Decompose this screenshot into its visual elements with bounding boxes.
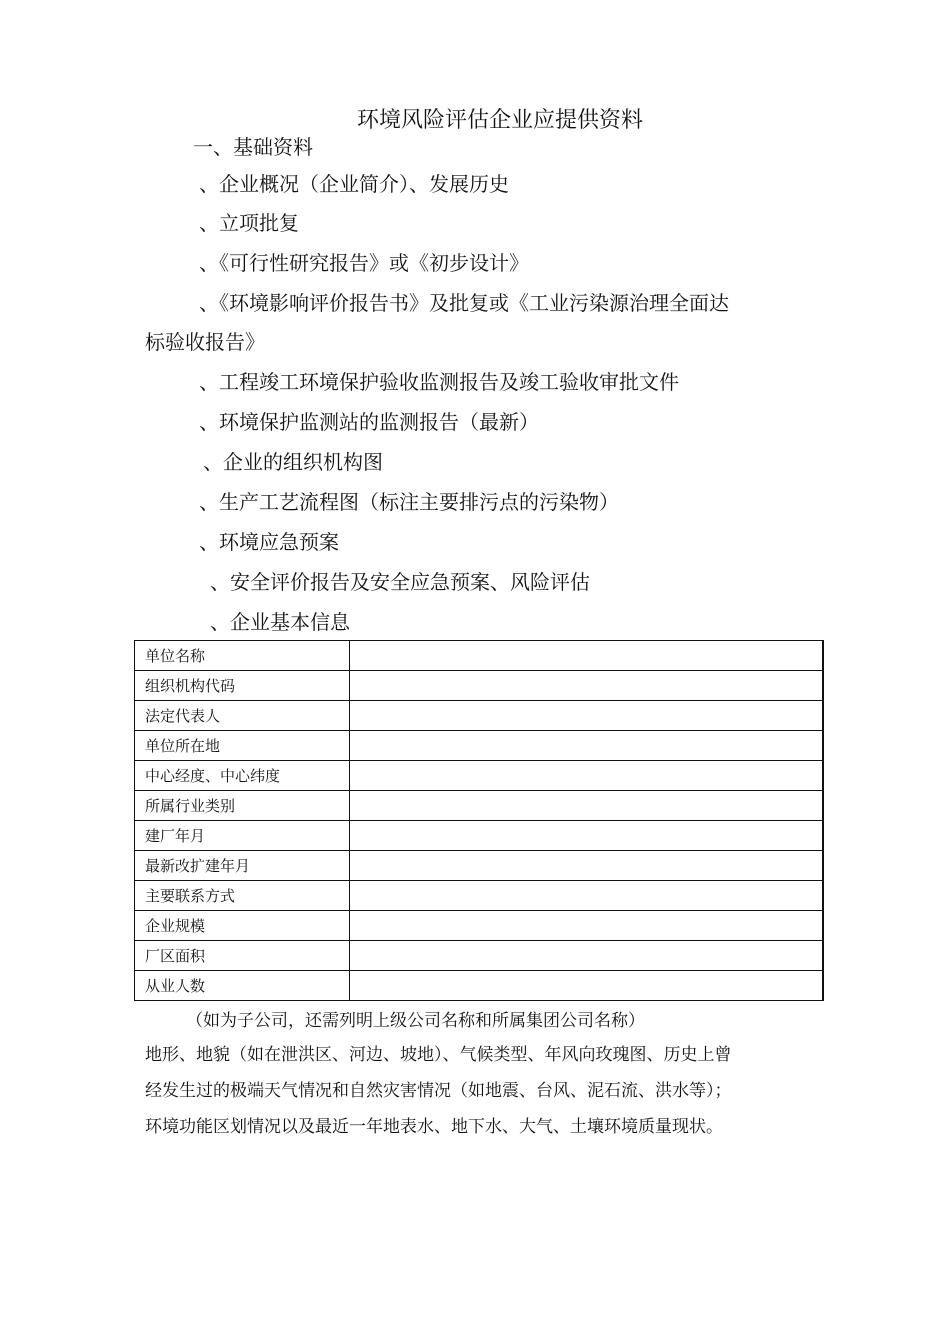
field-value-cell[interactable] <box>350 881 824 911</box>
field-value-cell[interactable] <box>350 671 824 701</box>
list-item: 、环境保护监测站的监测报告（最新） <box>199 410 539 434</box>
paragraph-line: 地形、地貌（如在泄洪区、河边、坡地）、气候类型、年风向玫瑰图、历史上曾 <box>145 1045 732 1065</box>
field-label: 中心经度、中心纬度 <box>135 761 350 791</box>
paragraph-line: 经发生过的极端天气情况和自然灾害情况（如地震、台风、泥石流、洪水等）； <box>145 1081 732 1101</box>
field-label: 建厂年月 <box>135 821 350 851</box>
table-row <box>135 791 824 821</box>
field-label: 组织机构代码 <box>135 671 350 701</box>
table-row <box>135 671 824 701</box>
document-title: 环境风险评估企业应提供资料 <box>356 108 643 133</box>
list-item: 、立项批复 <box>199 211 299 235</box>
field-value-cell[interactable] <box>350 971 824 1001</box>
field-label: 法定代表人 <box>135 701 350 731</box>
table-row <box>135 821 824 851</box>
field-label: 企业规模 <box>135 911 350 941</box>
list-item: 、生产工艺流程图（标注主要排污点的污染物） <box>199 490 619 514</box>
field-label: 所属行业类别 <box>135 791 350 821</box>
list-item: 、安全评价报告及安全应急预案、风险评估 <box>210 570 590 594</box>
table-row <box>135 881 824 911</box>
table-row <box>135 851 824 881</box>
table-note: （如为子公司，还需列明上级公司名称和所属集团公司名称） <box>186 1011 645 1031</box>
field-label: 单位名称 <box>135 641 350 671</box>
field-label: 单位所在地 <box>135 731 350 761</box>
field-value-cell[interactable] <box>350 851 824 881</box>
list-item: 、企业基本信息 <box>210 610 350 634</box>
field-value-cell[interactable] <box>350 701 824 731</box>
field-value-cell[interactable] <box>350 761 824 791</box>
table-row <box>135 731 824 761</box>
table-row <box>135 911 824 941</box>
list-item-continuation: 标验收报告》 <box>145 330 265 354</box>
table-row <box>135 701 824 731</box>
enterprise-info-table <box>134 640 824 1001</box>
field-label: 最新改扩建年月 <box>135 851 350 881</box>
field-label: 主要联系方式 <box>135 881 350 911</box>
list-item: 、企业的组织机构图 <box>203 450 383 474</box>
table-row <box>135 641 824 671</box>
list-item: 、工程竣工环境保护验收监测报告及竣工验收审批文件 <box>199 370 679 394</box>
field-value-cell[interactable] <box>350 821 824 851</box>
section-heading: 一、基础资料 <box>193 135 313 159</box>
paragraph-line: 环境功能区划情况以及最近一年地表水、地下水、大气、土壤环境质量现状。 <box>145 1117 723 1137</box>
list-item: 、《环境影响评价报告书》及批复或《工业污染源治理全面达 <box>199 291 729 315</box>
field-label: 从业人数 <box>135 971 350 1001</box>
table-row <box>135 941 824 971</box>
field-value-cell[interactable] <box>350 641 824 671</box>
field-value-cell[interactable] <box>350 911 824 941</box>
list-item: 、企业概况（企业简介）、发展历史 <box>199 172 509 196</box>
field-value-cell[interactable] <box>350 791 824 821</box>
field-value-cell[interactable] <box>350 731 824 761</box>
list-item: 、环境应急预案 <box>199 530 339 554</box>
table-row <box>135 761 824 791</box>
list-item: 、《可行性研究报告》或《初步设计》 <box>199 251 529 275</box>
table-row <box>135 971 824 1001</box>
field-value-cell[interactable] <box>350 941 824 971</box>
field-label: 厂区面积 <box>135 941 350 971</box>
